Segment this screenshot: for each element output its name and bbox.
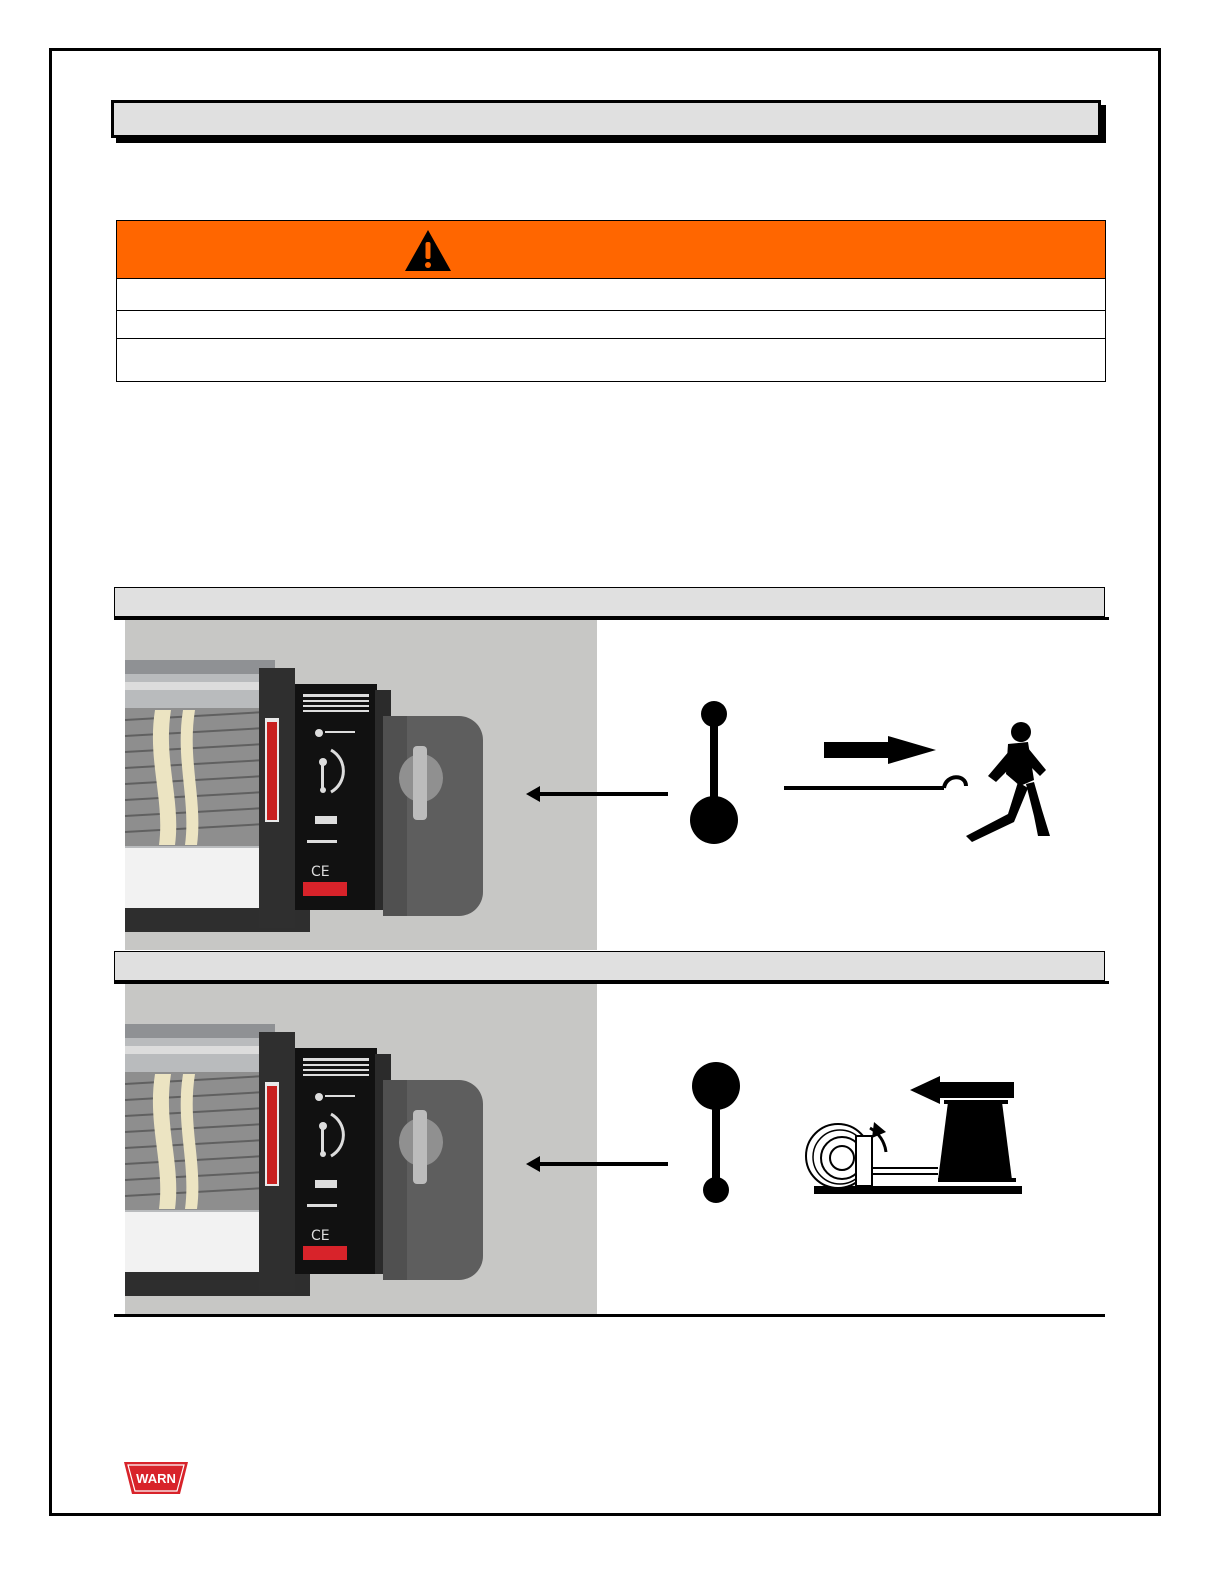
person-pulling-wire-rope-icon [784,722,1050,842]
clutch-lever-freespool-icon [690,701,738,844]
pointer-arrow-icon [526,786,668,802]
clutch-lever-engaged-icon [692,1062,740,1203]
warning-row-3 [117,339,1105,383]
warning-header [117,221,1105,279]
winch-pulling-load-icon [806,1076,1022,1194]
warn-logo-icon [124,1462,188,1494]
logo-text: WARN [136,1471,176,1486]
bottom-rule [114,1314,1105,1317]
section-bar-freespool [114,587,1105,617]
clutch-diagram-engaged [520,1056,1080,1216]
clutch-diagram-freespool [520,690,1080,860]
warning-row-2 [117,311,1105,339]
svg-text:CE: CE [311,864,330,880]
pointer-arrow-icon [526,1156,668,1172]
warning-triangle-icon [401,225,455,275]
warning-box [116,220,1106,382]
warning-row-1 [117,279,1105,311]
svg-text:CE: CE [311,1228,330,1244]
section-bar-engaged [114,951,1105,981]
title-bar [111,100,1101,138]
